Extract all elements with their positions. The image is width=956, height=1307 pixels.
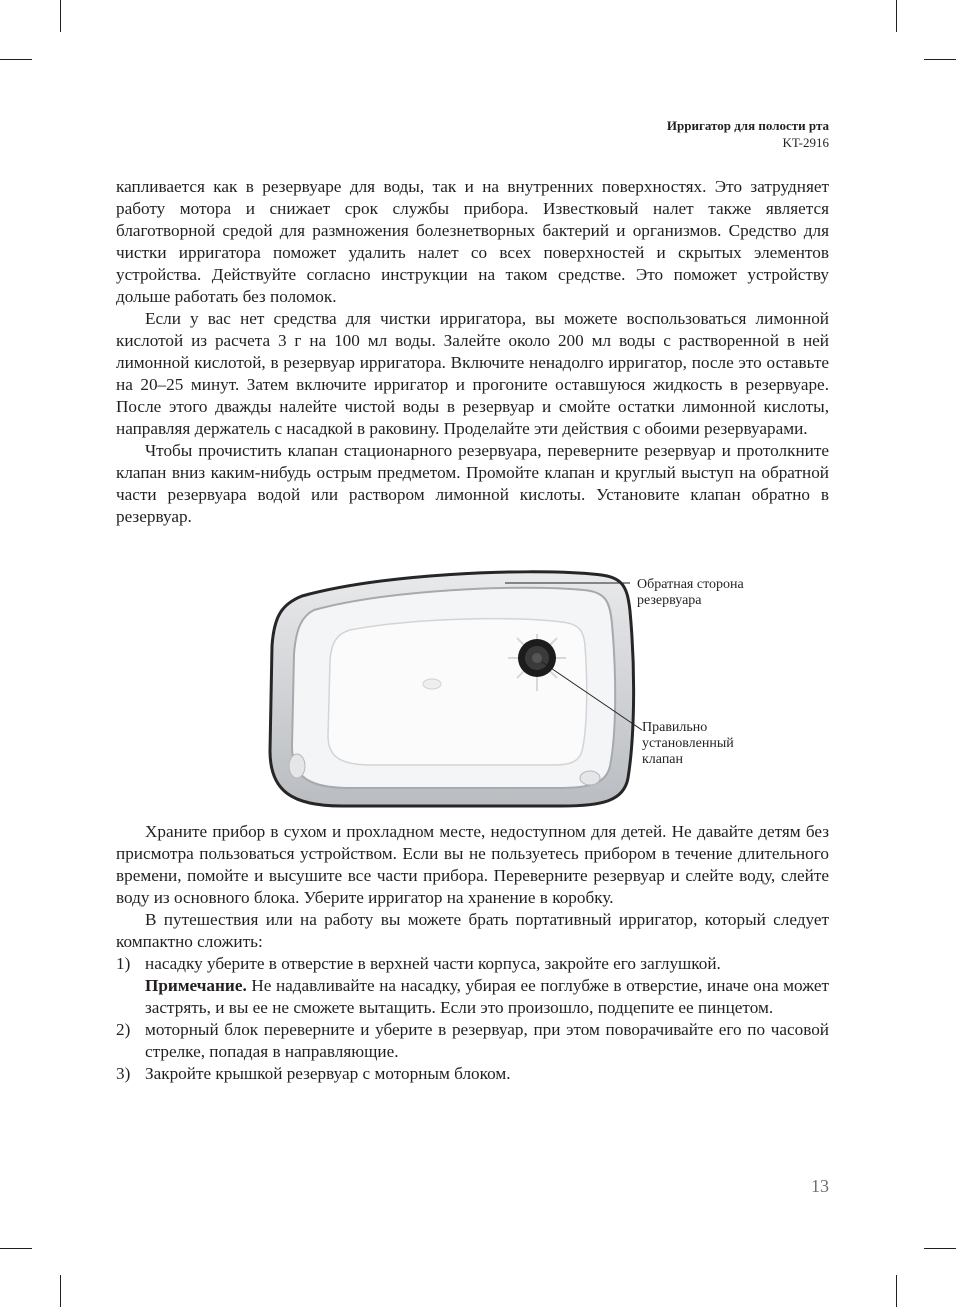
header-model: KT-2916	[782, 135, 829, 150]
crop-mark	[924, 59, 956, 60]
list-item-number: 1)	[116, 954, 131, 973]
note-text: Не надавливайте на насадку, убирая ее поглубже в отверстие, иначе она может застрять, и вы ее не сможете вытащить. Если это произошло, подцепите ее пинцетом.	[145, 976, 829, 1017]
paragraph: Чтобы прочистить клапан стационарного резервуара, переверните резервуар и протолкните клапан вниз каким-нибудь острым предметом. Промойте клапан и круглый выступ на обратной части резервуара водой или раствором лимонной кислоты. Установите клапан обратно в резервуар.	[116, 441, 829, 526]
paragraph: Если у вас нет средства для чистки ирригатора, вы можете воспользоваться лимонной кислотой из расчета 3 г на 100 мл воды. Залейте около 200 мл воды с растворенной в ней лимонной кислотой, в резервуар ирригатора. Включите ненадолго ирригатор, после это оставьте на 20–25 минут. Затем включите ирригатор и прогоните оставшуюся жидкость в резервуаре. После этого дважды налейте чистой воды в резервуар и смойте остатки лимонной кислоты, направляя держатель с насадкой в раковину. Проделайте эти действия с обоими резервуарами.	[116, 309, 829, 438]
crop-mark	[896, 1275, 897, 1307]
paragraph: Храните прибор в сухом и прохладном месте, недоступном для детей. Не давайте детям без присмотра пользоваться устройством. Если вы не пользуетесь прибором в течение длительного времени, помойте и высушите все части прибора. Переверните резервуар и слейте воду, слейте воду из основного блока. Уберите ирригатор на хранение в коробку.	[116, 822, 829, 907]
list-item	[116, 1063, 829, 1085]
crop-mark	[60, 0, 61, 32]
list-item	[116, 1019, 829, 1063]
paragraph: капливается как в резервуаре для воды, так и на внутренних поверхностях. Это затрудняет работу мотора и снижает срок службы прибора. Известковый налет также является благотворной средой для размножения болезнетворных бактерий и организмов. Средство для чистки ирригатора поможет удалить налет со всех поверхностей и скрытых элементов устройства. Действуйте согласно инструкции на таком средстве. Это поможет устройству дольше работать без поломок.	[116, 177, 829, 306]
crop-mark	[0, 59, 32, 60]
list-item-text: Закройте крышкой резервуар с моторным блоком.	[145, 1064, 511, 1083]
paragraph: В путешествия или на работу вы можете брать портативный ирригатор, который следует компактно сложить:	[116, 910, 829, 951]
list-item-number: 2)	[116, 1020, 131, 1039]
callout-valve: Правильно установленный клапан	[642, 720, 734, 767]
callout-back-side: Обратная сторона резервуара	[637, 577, 744, 608]
list-item	[116, 953, 829, 1019]
running-header	[667, 117, 829, 151]
crop-mark	[896, 0, 897, 32]
crop-mark	[60, 1275, 61, 1307]
header-title: Ирригатор для полости рта	[666, 118, 829, 133]
list-item-text: моторный блок переверните и уберите в резервуар, при этом поворачивайте его по часовой стрелке, попадая в направляющие.	[145, 1020, 829, 1061]
body-text-top	[116, 176, 829, 528]
crop-mark	[0, 1248, 32, 1249]
page-number: 13	[811, 1176, 829, 1196]
steps-list	[116, 953, 829, 1085]
body-text-bottom	[116, 821, 829, 1085]
crop-mark	[924, 1248, 956, 1249]
list-item-text: насадку уберите в отверстие в верхней части корпуса, закройте его заглушкой.	[145, 954, 721, 973]
list-item-number: 3)	[116, 1064, 131, 1083]
note-label: Примечание.	[145, 976, 247, 995]
